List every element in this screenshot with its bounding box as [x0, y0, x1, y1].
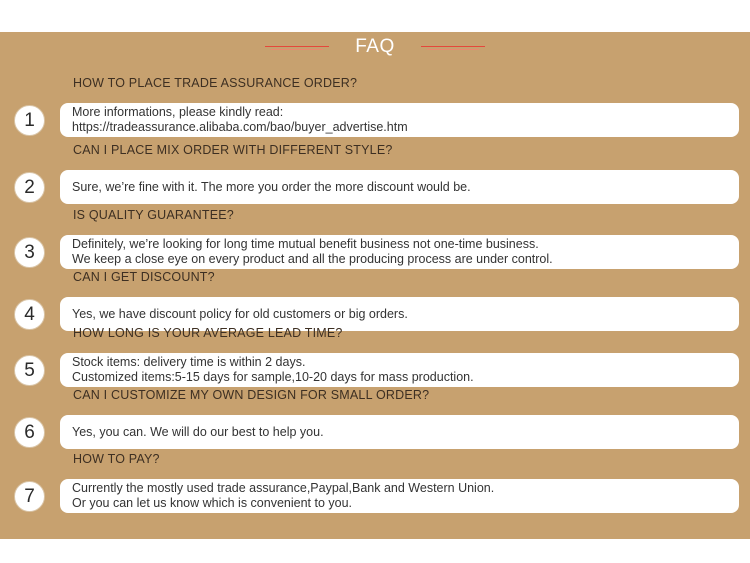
- faq-answer-box: [60, 235, 739, 269]
- faq-answer-line: Definitely, we’re looking for long time mutual benefit business not one-time business.: [72, 237, 539, 251]
- faq-number-badge: 1: [14, 105, 45, 136]
- faq-question: HOW LONG IS YOUR AVERAGE LEAD TIME?: [73, 326, 343, 340]
- faq-answer-line: Currently the mostly used trade assurance,Paypal,Bank and Western Union.: [72, 481, 495, 495]
- faq-header: [0, 32, 750, 64]
- faq-answer-line: Customized items:5-15 days for sample,10-20 days for mass production.: [72, 370, 474, 384]
- faq-answer-line: Yes, you can. We will do our best to help you.: [72, 424, 324, 439]
- faq-answer-line: More informations, please kindly read:: [72, 105, 284, 119]
- faq-answer-link[interactable]: https://tradeassurance.alibaba.com/bao/buyer_advertise.htm: [72, 120, 408, 134]
- faq-question: CAN I PLACE MIX ORDER WITH DIFFERENT STYLE?: [73, 143, 393, 157]
- faq-answer-line: Sure, we’re fine with it. The more you order the more discount would be.: [72, 179, 471, 194]
- faq-answer-box: [60, 415, 739, 449]
- faq-number-badge: 7: [14, 481, 45, 512]
- faq-answer-box: [60, 103, 739, 137]
- faq-panel: [0, 32, 750, 539]
- faq-answer-box: [60, 170, 739, 204]
- faq-answer-line: Stock items: delivery time is within 2 days.: [72, 355, 306, 369]
- faq-question: CAN I GET DISCOUNT?: [73, 270, 215, 284]
- header-decorative-rule-right: [421, 46, 485, 50]
- faq-question: HOW TO PLACE TRADE ASSURANCE ORDER?: [73, 76, 358, 90]
- faq-question: HOW TO PAY?: [73, 452, 160, 466]
- faq-item-2: [0, 143, 750, 203]
- page-title: FAQ: [355, 36, 395, 57]
- faq-item-7: [0, 452, 750, 512]
- faq-number-badge: 3: [14, 237, 45, 268]
- faq-answer-line: Yes, we have discount policy for old customers or big orders.: [72, 306, 408, 321]
- faq-answer-line: Or you can let us know which is convenient to you.: [72, 496, 353, 510]
- faq-item-4: [0, 270, 750, 330]
- faq-question: IS QUALITY GUARANTEE?: [73, 208, 234, 222]
- faq-item-5: [0, 326, 750, 386]
- faq-answer-box: [60, 353, 739, 387]
- faq-question: CAN I CUSTOMIZE MY OWN DESIGN FOR SMALL ORDER?: [73, 388, 430, 402]
- faq-answer-box: [60, 479, 739, 513]
- faq-item-6: [0, 388, 750, 448]
- faq-number-badge: 6: [14, 417, 45, 448]
- faq-item-3: [0, 208, 750, 268]
- header-decorative-rule-left: [265, 46, 329, 50]
- faq-answer-line: We keep a close eye on every product and all the producing process are under control.: [72, 252, 553, 266]
- faq-number-badge: 5: [14, 355, 45, 386]
- faq-number-badge: 4: [14, 299, 45, 330]
- faq-item-1: [0, 76, 750, 136]
- faq-number-badge: 2: [14, 172, 45, 203]
